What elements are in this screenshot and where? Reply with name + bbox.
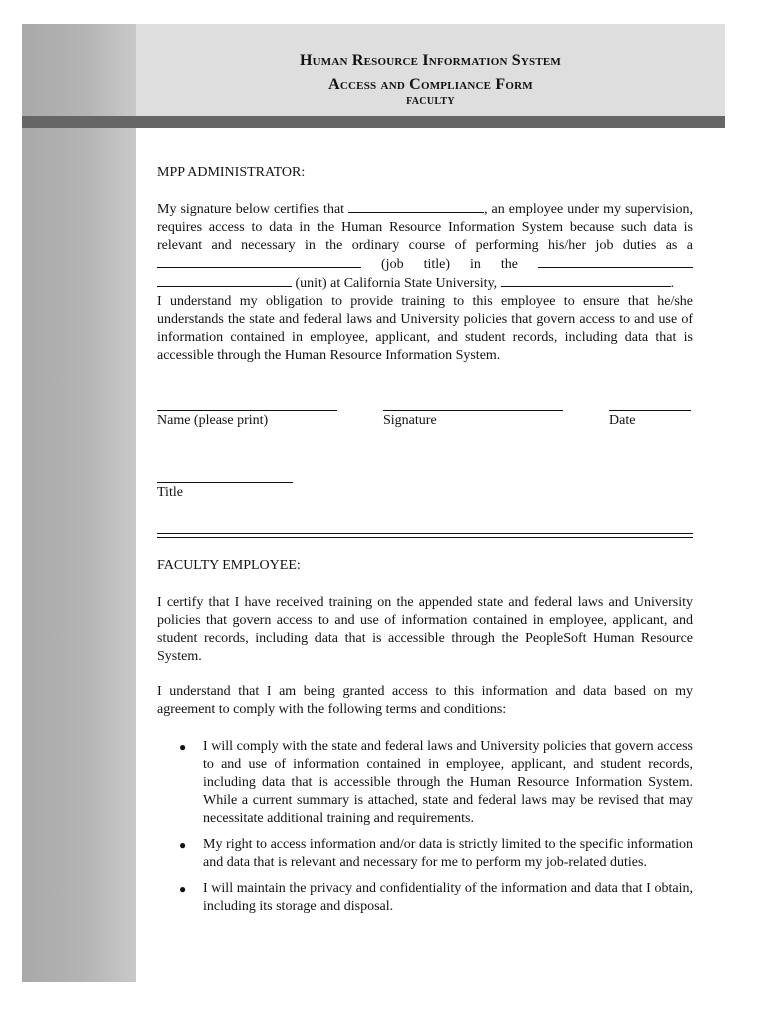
employee-name-field[interactable] bbox=[348, 200, 484, 213]
bullet-icon: ● bbox=[179, 838, 187, 852]
faculty-section bbox=[157, 558, 693, 574]
mpp-certification bbox=[157, 200, 693, 365]
signature-line[interactable] bbox=[383, 410, 563, 411]
bullet-icon: ● bbox=[179, 740, 187, 754]
bullet-icon: ● bbox=[179, 882, 187, 896]
mpp-certification-text bbox=[157, 200, 693, 293]
terms-list bbox=[157, 738, 693, 916]
title-line[interactable] bbox=[157, 482, 293, 483]
term-text: I will comply with the state and federal laws and University policies that govern access to and use of information contained in employee, applicant, and student records, including data that is accessible through the Human Resource Information System. While a current summary is attached, state and federal laws may be revised that may necessitate additional training and requirements. bbox=[203, 739, 693, 826]
faculty-certification bbox=[157, 594, 693, 666]
header-rule bbox=[22, 116, 725, 128]
name-label: Name (please print) bbox=[157, 413, 269, 428]
title-label: Title bbox=[157, 485, 183, 500]
date-line[interactable] bbox=[609, 410, 691, 411]
form-subtitle: Access and Compliance Form bbox=[328, 76, 533, 93]
faculty-heading: FACULTY EMPLOYEE: bbox=[157, 558, 301, 573]
unit-field-continued[interactable] bbox=[157, 274, 292, 287]
form-title: Human Resource Information System bbox=[299, 52, 562, 69]
faculty-certification-text: I certify that I have received training on the appended state and federal laws and University policies that govern access to and use of information contained in employee, applicant, and student records, including data that is accessible through the PeopleSoft Human Resource System. bbox=[157, 595, 693, 664]
mpp-text-part3: (job title) in the bbox=[381, 257, 519, 272]
signature-label: Signature bbox=[383, 413, 437, 428]
unit-field[interactable] bbox=[538, 255, 693, 268]
mpp-text-part4: (unit) at California State University, bbox=[295, 276, 498, 291]
form-audience: FACULTY bbox=[406, 96, 455, 107]
date-label: Date bbox=[609, 413, 636, 428]
faculty-agreement-text: I understand that I am being granted access to this information and data based on my agreement to comply with the following terms and conditions: bbox=[157, 684, 693, 717]
list-item bbox=[157, 880, 693, 916]
mpp-section bbox=[157, 165, 693, 181]
mpp-text-part2: , an employee under my supervision, requires access to data in the Human Resource Information System because such data is relevant and necessary in the ordinary course of performing his/her job duties as a bbox=[157, 202, 694, 253]
mpp-obligation-text: I understand my obligation to provide training to this employee to ensure that he/she understands the state and federal laws and University policies that govern access to and use of information contained in employee, applicant, and student records, including data that is accessible through the Human Resource Information System. bbox=[157, 294, 693, 363]
mpp-heading: MPP ADMINISTRATOR: bbox=[157, 165, 306, 180]
terms-list-container bbox=[157, 738, 693, 924]
term-text: I will maintain the privacy and confidentiality of the information and data that I obtain, including its storage and disposal. bbox=[203, 881, 693, 914]
faculty-agreement bbox=[157, 683, 693, 719]
list-item bbox=[157, 836, 693, 872]
decorative-side-bar bbox=[22, 24, 136, 982]
job-title-field[interactable] bbox=[157, 255, 361, 268]
name-line[interactable] bbox=[157, 410, 337, 411]
section-divider bbox=[157, 533, 693, 538]
mpp-text-part1: My signature below certifies that bbox=[157, 202, 345, 217]
campus-field[interactable] bbox=[501, 274, 671, 287]
mpp-text-part5: . bbox=[670, 276, 675, 291]
list-item bbox=[157, 738, 693, 828]
term-text: My right to access information and/or data is strictly limited to the specific information and data that is relevant and necessary for me to perform my job-related duties. bbox=[203, 837, 693, 870]
